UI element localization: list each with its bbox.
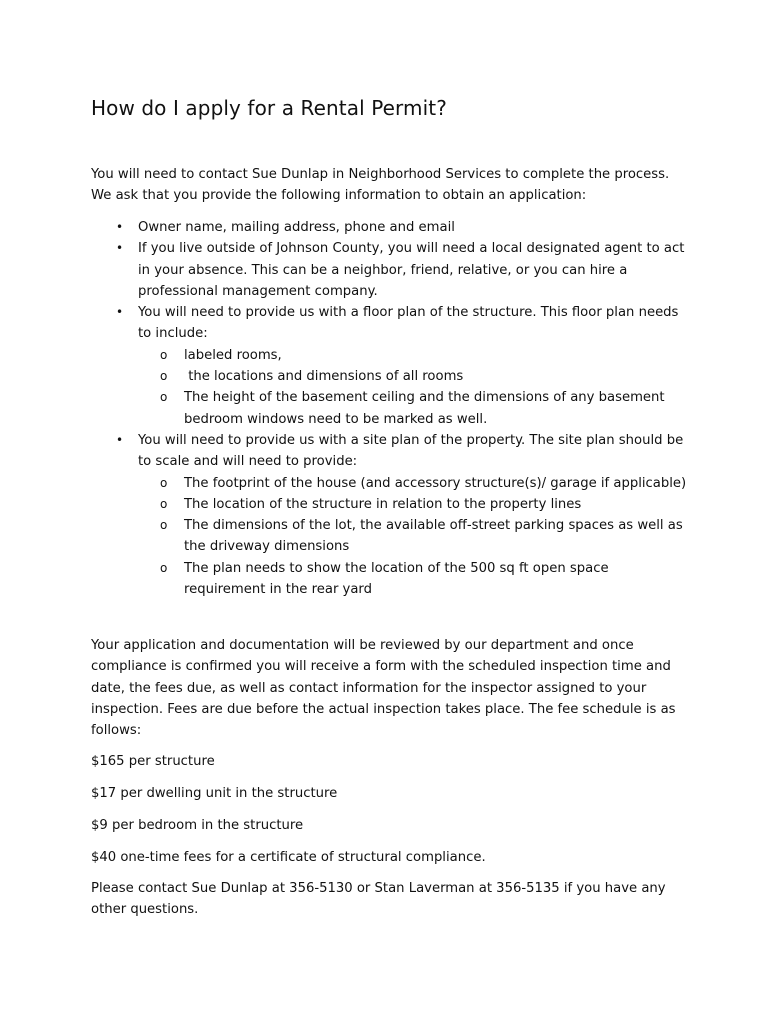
fee-line: $165 per structure [91, 754, 215, 769]
circle-bullet-icon: o [160, 347, 168, 362]
list-item [91, 217, 691, 238]
circle-bullet-icon: o [160, 475, 168, 490]
circle-bullet-icon: o [160, 390, 168, 405]
fee-line: $17 per dwelling unit in the structure [91, 786, 338, 801]
site-plan-sublist [138, 473, 691, 601]
circle-bullet-icon: o [160, 518, 168, 533]
sub-list-item [138, 345, 691, 366]
sub-list-item [138, 515, 691, 558]
floor-plan-sublist [138, 345, 691, 430]
bullet-icon: • [116, 305, 124, 320]
fee-line: $40 one-time fees for a certificate of structural compliance. [91, 850, 486, 865]
circle-bullet-icon: o [160, 560, 168, 575]
fee-line: $9 per bedroom in the structure [91, 818, 304, 833]
sub-list-item-text: The footprint of the house (and accessory structure(s)/ garage if applicable) [184, 475, 687, 491]
review-paragraph: Your application and documentation will be reviewed by our department and once compliance is confirmed you will receive a form with the scheduled inspection time and date, the fees due, as well as contact information for the inspector assigned to your inspection. Fees are due before the actual inspection takes place. The fee schedule is as follows: [91, 638, 676, 739]
list-item [91, 430, 691, 600]
sub-list-item-text: The height of the basement ceiling and the dimensions of any basement bedroom windows need to be marked as well. [184, 390, 665, 427]
sub-list-item [138, 558, 691, 601]
requirements-list [91, 217, 691, 600]
list-item-text: If you live outside of Johnson County, you will need a local designated agent to act in your absence. This can be a neighbor, friend, relative, or you can hire a professional management company. [138, 241, 685, 299]
list-item-text: Owner name, mailing address, phone and email [138, 220, 455, 235]
circle-bullet-icon: o [160, 369, 168, 384]
contact-paragraph: Please contact Sue Dunlap at 356-5130 or Stan Laverman at 356-5135 if you have any other questions. [91, 881, 666, 918]
bullet-icon: • [116, 241, 124, 256]
sub-list-item [138, 473, 691, 494]
sub-list-item [138, 366, 691, 387]
bullet-icon: • [116, 432, 124, 447]
sub-list-item-text: labeled rooms, [184, 347, 282, 363]
circle-bullet-icon: o [160, 496, 168, 511]
list-item-text: You will need to provide us with a floor plan of the structure. This floor plan needs to include: [138, 305, 679, 342]
sub-list-item-text: The dimensions of the lot, the available off-street parking spaces as well as the driveway dimensions [184, 518, 683, 555]
list-item [91, 302, 691, 430]
page-title: How do I apply for a Rental Permit? [91, 96, 447, 120]
sub-list-item [138, 494, 691, 515]
intro-paragraph: You will need to contact Sue Dunlap in Neighborhood Services to complete the process. We ask that you provide the following information to obtain an application: [91, 167, 670, 204]
list-item [91, 238, 691, 302]
sub-list-item-text: The location of the structure in relation to the property lines [184, 496, 582, 512]
bullet-icon: • [116, 220, 124, 234]
list-item-text: You will need to provide us with a site plan of the property. The site plan should be to scale and will need to provide: [138, 432, 684, 470]
sub-list-item-text: The plan needs to show the location of the 500 sq ft open space requirement in the rear yard [184, 560, 609, 598]
sub-list-item-text: the locations and dimensions of all rooms [184, 369, 464, 385]
sub-list-item [138, 387, 691, 430]
